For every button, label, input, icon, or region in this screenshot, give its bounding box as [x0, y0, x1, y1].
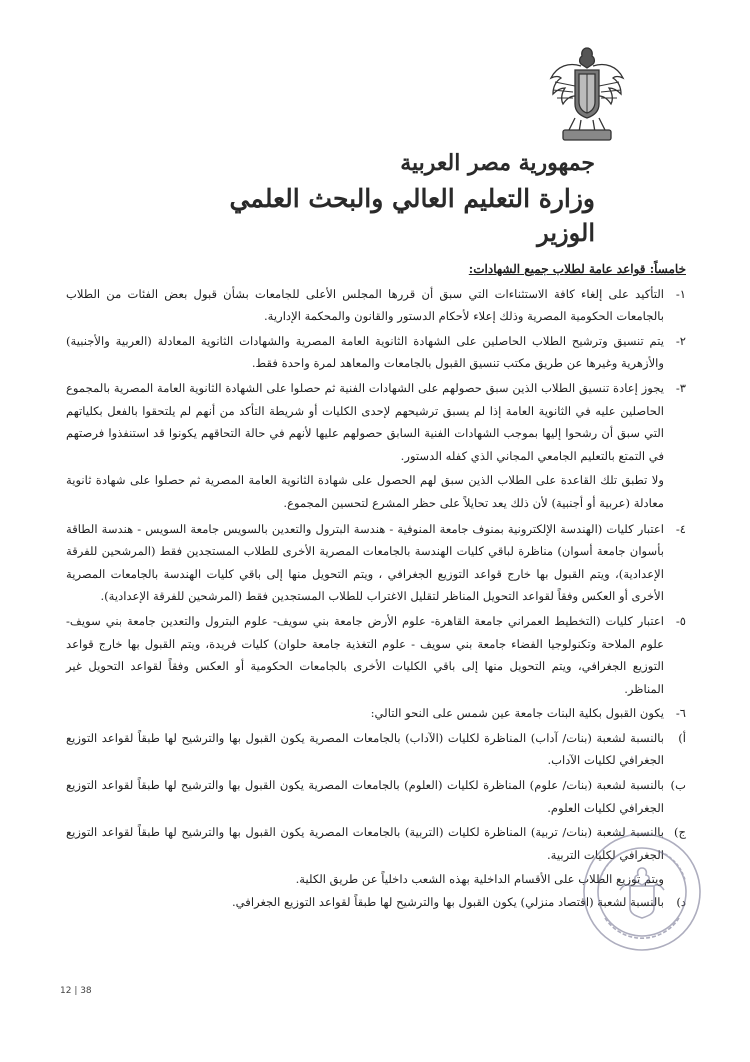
sub-item-text: بالنسبة لشعبة (بنات/ آداب) المناظرة لكليات (الآداب) بالجامعات المصرية يكون القبول بها والترشيح لها طبقاً لقواعد التوزيع الجغرافي لكليات الآداب.: [66, 730, 664, 768]
item-text: التأكيد على إلغاء كافة الاستثناءات التي سبق أن قررها المجلس الأعلى للجامعات بشأن قبول بعض الفئات من الطلاب بالجامعات الحكومية المصرية وذلك إعلاء لأحكام الدستور والقانون والمحكمة الإدارية.: [66, 286, 664, 324]
item-text: يجوز إعادة تنسيق الطلاب الذين سبق حصولهم على الشهادات الفنية ثم حصلوا على الشهادة الثانوية العامة المصرية بالمجموع الحاصلين عليه في الثانوية العامة إذا لم يسبق ترشيحهم لإحدى الكليات أو شريطة التأكد من أنهم لم يلتحقوا بالفعل بكلياتهم التي سبق أن رشحوا إليها بموجب الشهادات الفنية السابق حصولهم عليها لأنهم في حالة التحاقهم يكونوا قد استنفذوا فرصتهم في التمتع بالتعليم الجامعي المجاني الذي كفله الدستور.: [66, 380, 664, 463]
item-number: ٣-: [675, 380, 686, 395]
document-body: [66, 258, 686, 916]
item-text: يتم تنسيق وترشيح الطلاب الحاصلين على الشهادة الثانوية العامة المصرية والشهادات الثانوية المعادلة (العربية والأجنبية) والأزهرية وغيرها عن طريق مكتب تنسيق القبول بالجامعات والمعاهد لمرة واحدة فقط.: [66, 333, 664, 371]
item-number: ٦-: [675, 706, 686, 721]
sub-item: [66, 727, 686, 772]
item-text: اعتبار كليات (الهندسة الإلكترونية بمنوف جامعة المنوفية - هندسة البترول والتعدين بالسويس جامعة السويس - هندسة الطاقة بأسوان جامعة أسوان) مناظرة لباقي كليات الهندسة بالجامعات المصرية الأخرى للطلاب المستجدين فقط (المرشحين للفرقة الإعدادية)، ويتم القبول بها خارج قواعد التوزيع الجغرافي ، ويتم التحويل منها إلى باقي كليات الهندسة بالجامعات المصرية الأخرى أو العكس وفقاً لقواعد التحويل المناظر لتقليل الاغتراب للطلاب المستجدين فقط (المرشحين للفرقة الإعدادية).: [66, 521, 664, 604]
letterhead-ministry: وزارة التعليم العالي والبحث العلمي: [229, 184, 595, 213]
page-number: 12 | 38: [60, 986, 92, 996]
list-item: [66, 518, 686, 608]
list-item: [66, 377, 686, 467]
list-item: [66, 702, 686, 725]
item-text: اعتبار كليات (التخطيط العمراني جامعة القاهرة- علوم الأرض جامعة بني سويف- علوم البترول والتعدين جامعة بني سويف- علوم الملاحة وتكنولوجيا الفضاء جامعة بني سويف - علوم التغذية جامعة حلوان) كليات فريدة، ويتم القبول بها خارج قواعد التوزيع الجغرافي، ويتم التحويل منها إلى باقي الكليات الأخرى بالجامعات الحكومية أو العكس وفقاً لقواعد التحويل غير المناظر.: [66, 613, 664, 696]
sub-item-letter: د): [676, 895, 686, 910]
item-number: ٤-: [675, 521, 686, 536]
letterhead-country: جمهورية مصر العربية: [400, 150, 595, 176]
item-number: ١-: [675, 286, 686, 301]
sub-item-text: بالنسبة لشعبة (بنات/ تربية) المناظرة لكليات (التربية) بالجامعات المصرية يكون القبول بها والترشيح لها طبقاً لقواعد التوزيع الجغرافي لكليات التربية.: [66, 825, 664, 862]
list-item: [66, 610, 686, 700]
sub-item: [66, 774, 686, 819]
sub-item-letter: أ): [678, 730, 686, 745]
item-number: ٥-: [675, 613, 686, 628]
letterhead-office: الوزير: [537, 218, 595, 247]
eagle-emblem-icon: [545, 42, 629, 146]
item-paragraph: ولا تطبق تلك القاعدة على الطلاب الذين سبق لهم الحصول على شهادة الثانوية العامة المصرية ثم حصلوا على شهادة ثانوية معادلة (عربية أو أجنبية) لأن ذلك يعد تحايلاً على حظر المشرع لتحسين المجموع.: [66, 473, 664, 510]
list-item: [66, 283, 686, 328]
list-item: [66, 330, 686, 375]
section-heading: خامساً: قواعد عامة لطلاب جميع الشهادات:: [468, 262, 686, 276]
official-stamp-icon: [580, 830, 705, 955]
sub-item-text: بالنسبة لشعبة (اقتصاد منزلي) يكون القبول بها والترشيح لها طبقاً لقواعد التوزيع الجغرافي.: [231, 895, 664, 910]
sub-item-letter: ب): [670, 778, 686, 793]
item-number: ٢-: [675, 333, 686, 348]
sub-item-letter: ج): [673, 825, 686, 840]
note-line: ويتم توزيع الطلاب على الأقسام الداخلية بهذه الشعب داخلياً عن طريق الكلية.: [295, 872, 664, 887]
item-text: يكون القبول بكلية البنات جامعة عين شمس على النحو التالي:: [370, 706, 664, 721]
sub-item-text: بالنسبة لشعبة (بنات/ علوم) المناظرة لكليات (العلوم) بالجامعات المصرية يكون القبول بها والترشيح لها طبقاً لقواعد التوزيع الجغرافي لكليات العلوم.: [66, 778, 664, 815]
